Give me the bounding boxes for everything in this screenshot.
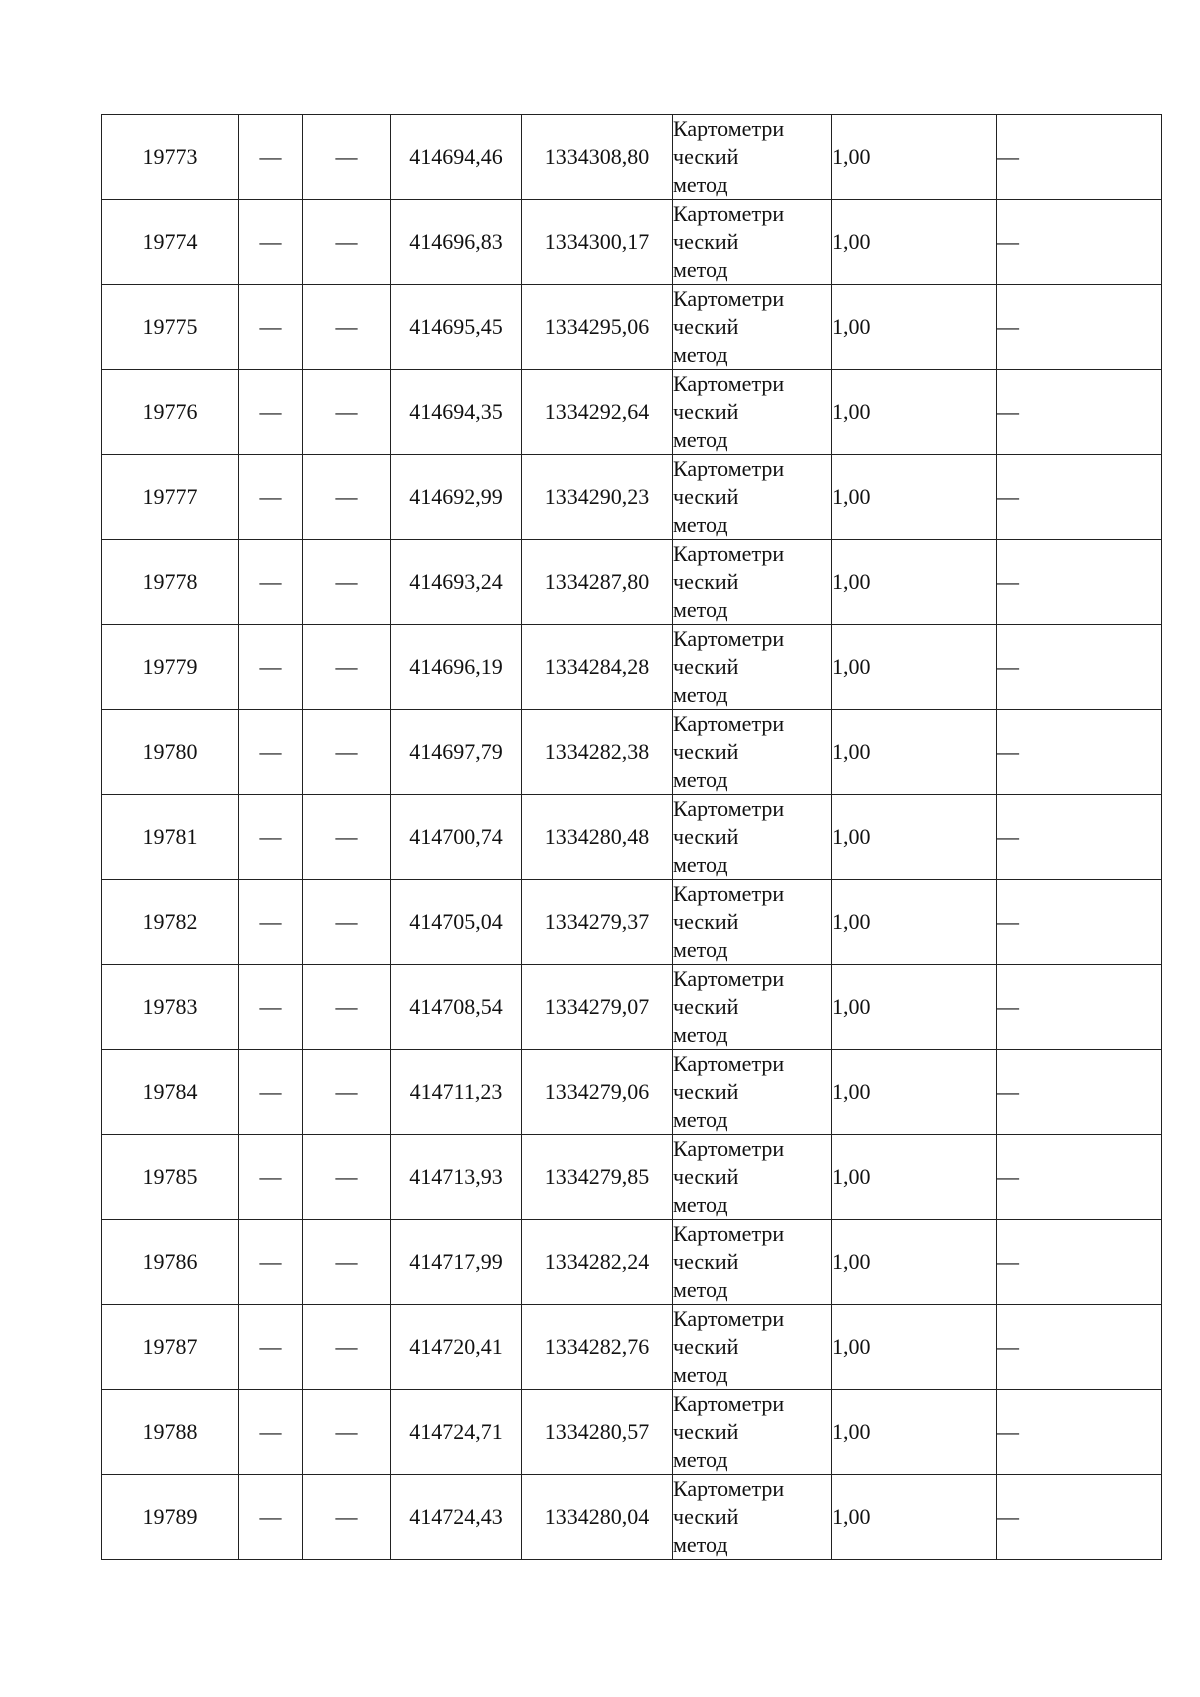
table-row bbox=[102, 965, 1162, 1050]
accuracy-cell: 1,00 bbox=[832, 285, 997, 370]
method-text-line: метод bbox=[673, 1532, 728, 1557]
method-text-line: ческий bbox=[673, 1249, 739, 1274]
method-text-line: метод bbox=[673, 1277, 728, 1302]
method-text-line: ческий bbox=[673, 399, 739, 424]
accuracy-cell: 1,00 bbox=[832, 965, 997, 1050]
empty-cell-2: — bbox=[239, 1390, 303, 1475]
method-cell bbox=[673, 455, 832, 540]
y-coordinate-cell: 1334284,28 bbox=[522, 625, 673, 710]
point-number-cell: 19782 bbox=[102, 880, 239, 965]
empty-cell-2: — bbox=[239, 370, 303, 455]
method-text-line: Картометри bbox=[673, 286, 785, 311]
method-text-line: Картометри bbox=[673, 1051, 785, 1076]
method-text-line: ческий bbox=[673, 909, 739, 934]
method-text-line: Картометри bbox=[673, 966, 785, 991]
empty-cell-3: — bbox=[303, 540, 391, 625]
method-text-line: Картометри bbox=[673, 371, 785, 396]
method-text-line: ческий bbox=[673, 1504, 739, 1529]
accuracy-cell: 1,00 bbox=[832, 710, 997, 795]
table-row bbox=[102, 200, 1162, 285]
method-text-line: ческий bbox=[673, 1164, 739, 1189]
method-text-line: ческий bbox=[673, 1419, 739, 1444]
empty-cell-2: — bbox=[239, 1475, 303, 1560]
empty-cell-2: — bbox=[239, 285, 303, 370]
empty-cell-3: — bbox=[303, 1390, 391, 1475]
method-cell bbox=[673, 1475, 832, 1560]
point-number-cell: 19778 bbox=[102, 540, 239, 625]
method-text-line: Картометри bbox=[673, 541, 785, 566]
method-text-line: Картометри bbox=[673, 201, 785, 226]
method-text-line: Картометри bbox=[673, 1136, 785, 1161]
method-cell bbox=[673, 880, 832, 965]
description-cell: — bbox=[997, 285, 1162, 370]
description-cell: — bbox=[997, 880, 1162, 965]
method-text-line: Картометри bbox=[673, 1221, 785, 1246]
empty-cell-2: — bbox=[239, 1305, 303, 1390]
empty-cell-2: — bbox=[239, 965, 303, 1050]
point-number-cell: 19779 bbox=[102, 625, 239, 710]
description-cell: — bbox=[997, 965, 1162, 1050]
method-text-line: метод bbox=[673, 682, 728, 707]
description-cell: — bbox=[997, 455, 1162, 540]
empty-cell-3: — bbox=[303, 455, 391, 540]
point-number-cell: 19786 bbox=[102, 1220, 239, 1305]
table-row bbox=[102, 710, 1162, 795]
y-coordinate-cell: 1334282,76 bbox=[522, 1305, 673, 1390]
method-text-line: Картометри bbox=[673, 1391, 785, 1416]
method-cell bbox=[673, 285, 832, 370]
y-coordinate-cell: 1334280,57 bbox=[522, 1390, 673, 1475]
description-cell: — bbox=[997, 1305, 1162, 1390]
empty-cell-2: — bbox=[239, 115, 303, 200]
accuracy-cell: 1,00 bbox=[832, 1390, 997, 1475]
method-text-line: Картометри bbox=[673, 116, 785, 141]
method-text-line: ческий bbox=[673, 994, 739, 1019]
empty-cell-3: — bbox=[303, 880, 391, 965]
method-cell bbox=[673, 115, 832, 200]
method-text-line: метод bbox=[673, 767, 728, 792]
table-row bbox=[102, 1135, 1162, 1220]
method-text-line: Картометри bbox=[673, 1476, 785, 1501]
method-text-line: метод bbox=[673, 1192, 728, 1217]
x-coordinate-cell: 414694,46 bbox=[391, 115, 522, 200]
method-text-line: Картометри bbox=[673, 626, 785, 651]
description-cell: — bbox=[997, 795, 1162, 880]
accuracy-cell: 1,00 bbox=[832, 880, 997, 965]
method-text-line: метод bbox=[673, 257, 728, 282]
method-text-line: ческий bbox=[673, 1334, 739, 1359]
point-number-cell: 19777 bbox=[102, 455, 239, 540]
table-row bbox=[102, 370, 1162, 455]
x-coordinate-cell: 414695,45 bbox=[391, 285, 522, 370]
method-text-line: ческий bbox=[673, 569, 739, 594]
y-coordinate-cell: 1334279,85 bbox=[522, 1135, 673, 1220]
y-coordinate-cell: 1334279,07 bbox=[522, 965, 673, 1050]
method-text-line: метод bbox=[673, 937, 728, 962]
table-row bbox=[102, 1305, 1162, 1390]
y-coordinate-cell: 1334280,04 bbox=[522, 1475, 673, 1560]
empty-cell-2: — bbox=[239, 1220, 303, 1305]
empty-cell-3: — bbox=[303, 285, 391, 370]
point-number-cell: 19784 bbox=[102, 1050, 239, 1135]
method-text-line: метод bbox=[673, 597, 728, 622]
method-cell bbox=[673, 1390, 832, 1475]
description-cell: — bbox=[997, 370, 1162, 455]
method-cell bbox=[673, 710, 832, 795]
accuracy-cell: 1,00 bbox=[832, 1475, 997, 1560]
accuracy-cell: 1,00 bbox=[832, 1305, 997, 1390]
description-cell: — bbox=[997, 1050, 1162, 1135]
description-cell: — bbox=[997, 540, 1162, 625]
method-text-line: ческий bbox=[673, 229, 739, 254]
accuracy-cell: 1,00 bbox=[832, 625, 997, 710]
method-text-line: ческий bbox=[673, 314, 739, 339]
description-cell: — bbox=[997, 1390, 1162, 1475]
accuracy-cell: 1,00 bbox=[832, 1135, 997, 1220]
y-coordinate-cell: 1334295,06 bbox=[522, 285, 673, 370]
table-row bbox=[102, 1050, 1162, 1135]
method-text-line: ческий bbox=[673, 484, 739, 509]
table-row bbox=[102, 1220, 1162, 1305]
coordinates-table bbox=[101, 114, 1162, 1560]
description-cell: — bbox=[997, 1135, 1162, 1220]
method-cell bbox=[673, 965, 832, 1050]
point-number-cell: 19773 bbox=[102, 115, 239, 200]
method-text-line: метод bbox=[673, 1022, 728, 1047]
method-text-line: ческий bbox=[673, 739, 739, 764]
table-row bbox=[102, 1475, 1162, 1560]
method-text-line: Картометри bbox=[673, 881, 785, 906]
x-coordinate-cell: 414717,99 bbox=[391, 1220, 522, 1305]
empty-cell-2: — bbox=[239, 455, 303, 540]
x-coordinate-cell: 414693,24 bbox=[391, 540, 522, 625]
method-cell bbox=[673, 370, 832, 455]
point-number-cell: 19787 bbox=[102, 1305, 239, 1390]
accuracy-cell: 1,00 bbox=[832, 115, 997, 200]
point-number-cell: 19789 bbox=[102, 1475, 239, 1560]
method-text-line: Картометри bbox=[673, 456, 785, 481]
x-coordinate-cell: 414696,83 bbox=[391, 200, 522, 285]
empty-cell-3: — bbox=[303, 1305, 391, 1390]
y-coordinate-cell: 1334282,38 bbox=[522, 710, 673, 795]
table-row bbox=[102, 795, 1162, 880]
description-cell: — bbox=[997, 115, 1162, 200]
x-coordinate-cell: 414708,54 bbox=[391, 965, 522, 1050]
description-cell: — bbox=[997, 625, 1162, 710]
accuracy-cell: 1,00 bbox=[832, 200, 997, 285]
point-number-cell: 19774 bbox=[102, 200, 239, 285]
y-coordinate-cell: 1334282,24 bbox=[522, 1220, 673, 1305]
method-text-line: метод bbox=[673, 1362, 728, 1387]
table-row bbox=[102, 625, 1162, 710]
empty-cell-3: — bbox=[303, 115, 391, 200]
method-text-line: метод bbox=[673, 427, 728, 452]
method-text-line: метод bbox=[673, 342, 728, 367]
accuracy-cell: 1,00 bbox=[832, 540, 997, 625]
point-number-cell: 19788 bbox=[102, 1390, 239, 1475]
empty-cell-2: — bbox=[239, 795, 303, 880]
empty-cell-3: — bbox=[303, 1050, 391, 1135]
accuracy-cell: 1,00 bbox=[832, 1220, 997, 1305]
accuracy-cell: 1,00 bbox=[832, 455, 997, 540]
table-row bbox=[102, 455, 1162, 540]
method-text-line: метод bbox=[673, 1447, 728, 1472]
table-row bbox=[102, 285, 1162, 370]
description-cell: — bbox=[997, 200, 1162, 285]
x-coordinate-cell: 414692,99 bbox=[391, 455, 522, 540]
empty-cell-3: — bbox=[303, 1475, 391, 1560]
empty-cell-3: — bbox=[303, 795, 391, 880]
empty-cell-2: — bbox=[239, 625, 303, 710]
x-coordinate-cell: 414697,79 bbox=[391, 710, 522, 795]
accuracy-cell: 1,00 bbox=[832, 795, 997, 880]
accuracy-cell: 1,00 bbox=[832, 1050, 997, 1135]
empty-cell-2: — bbox=[239, 880, 303, 965]
x-coordinate-cell: 414720,41 bbox=[391, 1305, 522, 1390]
method-text-line: ческий bbox=[673, 1079, 739, 1104]
empty-cell-2: — bbox=[239, 540, 303, 625]
x-coordinate-cell: 414694,35 bbox=[391, 370, 522, 455]
x-coordinate-cell: 414711,23 bbox=[391, 1050, 522, 1135]
method-text-line: ческий bbox=[673, 144, 739, 169]
x-coordinate-cell: 414713,93 bbox=[391, 1135, 522, 1220]
y-coordinate-cell: 1334300,17 bbox=[522, 200, 673, 285]
table-row bbox=[102, 115, 1162, 200]
point-number-cell: 19785 bbox=[102, 1135, 239, 1220]
method-text-line: метод bbox=[673, 852, 728, 877]
x-coordinate-cell: 414724,71 bbox=[391, 1390, 522, 1475]
empty-cell-3: — bbox=[303, 710, 391, 795]
empty-cell-3: — bbox=[303, 370, 391, 455]
y-coordinate-cell: 1334280,48 bbox=[522, 795, 673, 880]
method-text-line: Картометри bbox=[673, 796, 785, 821]
empty-cell-3: — bbox=[303, 1135, 391, 1220]
y-coordinate-cell: 1334290,23 bbox=[522, 455, 673, 540]
y-coordinate-cell: 1334292,64 bbox=[522, 370, 673, 455]
point-number-cell: 19783 bbox=[102, 965, 239, 1050]
method-text-line: ческий bbox=[673, 654, 739, 679]
description-cell: — bbox=[997, 710, 1162, 795]
table-row bbox=[102, 880, 1162, 965]
x-coordinate-cell: 414700,74 bbox=[391, 795, 522, 880]
accuracy-cell: 1,00 bbox=[832, 370, 997, 455]
description-cell: — bbox=[997, 1475, 1162, 1560]
method-cell bbox=[673, 625, 832, 710]
empty-cell-3: — bbox=[303, 200, 391, 285]
method-cell bbox=[673, 1220, 832, 1305]
x-coordinate-cell: 414705,04 bbox=[391, 880, 522, 965]
y-coordinate-cell: 1334308,80 bbox=[522, 115, 673, 200]
y-coordinate-cell: 1334279,06 bbox=[522, 1050, 673, 1135]
method-text-line: метод bbox=[673, 512, 728, 537]
method-text-line: Картометри bbox=[673, 1306, 785, 1331]
empty-cell-3: — bbox=[303, 965, 391, 1050]
empty-cell-2: — bbox=[239, 710, 303, 795]
point-number-cell: 19780 bbox=[102, 710, 239, 795]
point-number-cell: 19781 bbox=[102, 795, 239, 880]
y-coordinate-cell: 1334279,37 bbox=[522, 880, 673, 965]
empty-cell-2: — bbox=[239, 1050, 303, 1135]
table-body bbox=[102, 115, 1162, 1560]
method-text-line: метод bbox=[673, 172, 728, 197]
x-coordinate-cell: 414724,43 bbox=[391, 1475, 522, 1560]
point-number-cell: 19775 bbox=[102, 285, 239, 370]
table-row bbox=[102, 540, 1162, 625]
y-coordinate-cell: 1334287,80 bbox=[522, 540, 673, 625]
method-text-line: ческий bbox=[673, 824, 739, 849]
empty-cell-2: — bbox=[239, 1135, 303, 1220]
method-cell bbox=[673, 200, 832, 285]
empty-cell-3: — bbox=[303, 1220, 391, 1305]
empty-cell-2: — bbox=[239, 200, 303, 285]
method-cell bbox=[673, 1305, 832, 1390]
empty-cell-3: — bbox=[303, 625, 391, 710]
x-coordinate-cell: 414696,19 bbox=[391, 625, 522, 710]
method-cell bbox=[673, 540, 832, 625]
table-row bbox=[102, 1390, 1162, 1475]
method-text-line: Картометри bbox=[673, 711, 785, 736]
method-text-line: метод bbox=[673, 1107, 728, 1132]
point-number-cell: 19776 bbox=[102, 370, 239, 455]
method-cell bbox=[673, 1050, 832, 1135]
method-cell bbox=[673, 795, 832, 880]
description-cell: — bbox=[997, 1220, 1162, 1305]
method-cell bbox=[673, 1135, 832, 1220]
